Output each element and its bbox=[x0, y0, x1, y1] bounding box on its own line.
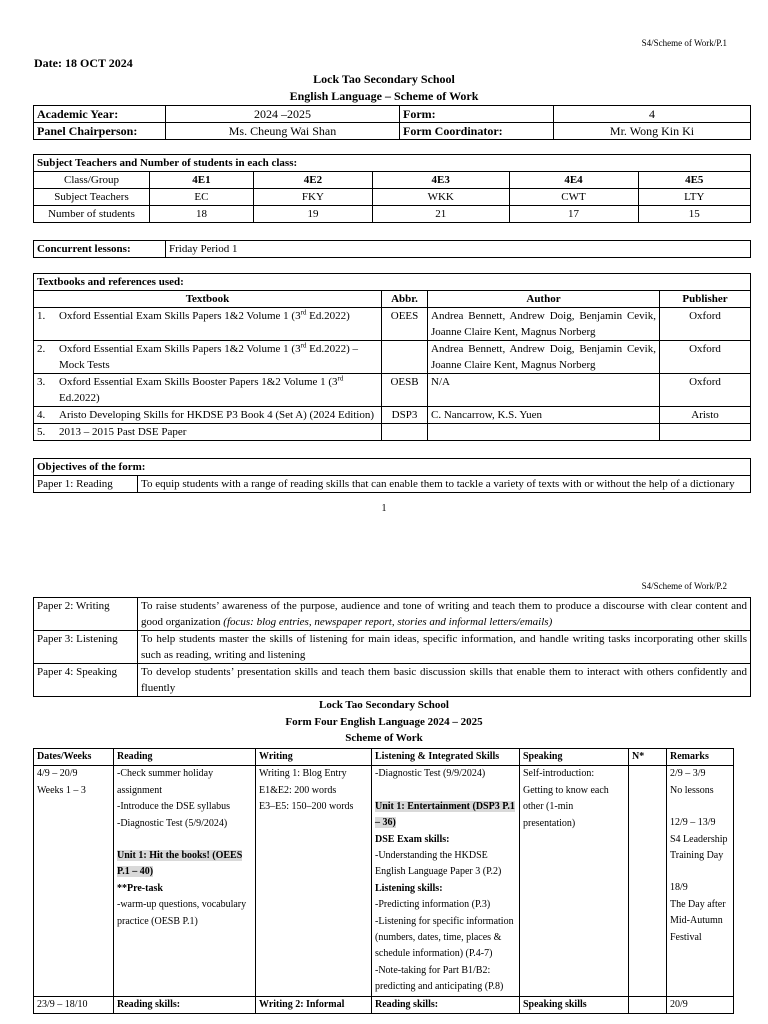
textbook-publisher: Oxford bbox=[660, 341, 751, 374]
scheme-title: Scheme of Work bbox=[345, 732, 423, 744]
col-header-reading: Reading bbox=[114, 749, 256, 766]
n-cell bbox=[629, 996, 667, 1013]
teachers-table bbox=[33, 154, 751, 223]
panel-chair-label: Panel Chairperson: bbox=[34, 123, 166, 140]
class-cell: 4E3 bbox=[372, 172, 509, 189]
schedule-table bbox=[33, 748, 734, 1014]
row-label-students: Number of students bbox=[34, 206, 150, 223]
unit-title: Unit 1: Entertainment (DSP3 P.1 – 36) bbox=[375, 800, 515, 829]
concurrent-label: Concurrent lessons: bbox=[34, 241, 166, 258]
student-count-cell: 15 bbox=[638, 206, 750, 223]
form-label: Form: bbox=[400, 106, 554, 123]
textbook-author: Andrea Bennett, Andrew Doig, Benjamin Cevik, Joanne Claire Kent, Magnus Norberg bbox=[428, 341, 660, 374]
school-name: Lock Tao Secondary School bbox=[319, 699, 449, 711]
academic-year-value: 2024 –2025 bbox=[166, 106, 400, 123]
textbook-abbr bbox=[382, 341, 428, 374]
class-cell: 4E4 bbox=[509, 172, 638, 189]
textbook-row bbox=[34, 341, 751, 374]
objectives-table-continued bbox=[33, 597, 751, 697]
speaking-cell: Speaking skills bbox=[520, 996, 629, 1013]
objective-label: Paper 1: Reading bbox=[34, 476, 138, 493]
col-header-author: Author bbox=[428, 291, 660, 308]
textbooks-table-title: Textbooks and references used: bbox=[34, 274, 751, 291]
textbooks-table bbox=[33, 273, 751, 441]
listening-cell: -Diagnostic Test (9/9/2024) Unit 1: Entertainment (DSP3 P.1 – 36) DSE Exam skills: -Understanding the HKDSE English Language Paper 3 (P.2) Listening skills: -Predicting information (P.3) -Listening for specific information (numbers, dates, time, places & schedule information) (P.4-7) -Note-taking for Part B1/B2: predicting and anticipating (P.8) bbox=[372, 766, 520, 996]
row-label-teachers: Subject Teachers bbox=[34, 189, 150, 206]
textbook-title: 2. Oxford Essential Exam Skills Papers 1&2 Volume 1 (3rd Ed.2022) – Mock Tests bbox=[34, 341, 382, 374]
col-header-abbr: Abbr. bbox=[382, 291, 428, 308]
objective-text: To raise students’ awareness of the purpose, audience and tone of writing and teach them to produce a discourse with clear content and good organization (focus: blog entries, newspaper report, stories and informal letters/emails) bbox=[138, 598, 751, 631]
col-header-textbook: Textbook bbox=[34, 291, 382, 308]
col-header-dates: Dates/Weeks bbox=[34, 749, 114, 766]
textbook-publisher: Aristo bbox=[660, 407, 751, 424]
document-subtitle: English Language – Scheme of Work bbox=[289, 89, 479, 103]
textbook-abbr: OEES bbox=[382, 308, 428, 341]
col-header-listening: Listening & Integrated Skills bbox=[372, 749, 520, 766]
student-count-cell: 19 bbox=[253, 206, 372, 223]
textbook-abbr: OESB bbox=[382, 374, 428, 407]
student-count-cell: 18 bbox=[150, 206, 254, 223]
listening-cell: Reading skills: bbox=[372, 996, 520, 1013]
reading-cell: -Check summer holiday assignment -Introduce the DSE syllabus -Diagnostic Test (5/9/2024) Unit 1: Hit the books! (OEES P.1 – 40) **Pre-task -warm-up questions, vocabulary practice (OESB P.1) bbox=[114, 766, 256, 996]
teacher-cell: EC bbox=[150, 189, 254, 206]
info-table bbox=[33, 105, 751, 140]
textbook-title: 5. 2013 – 2015 Past DSE Paper bbox=[34, 424, 382, 441]
writing-cell: Writing 2: Informal bbox=[256, 996, 372, 1013]
teacher-cell: WKK bbox=[372, 189, 509, 206]
textbook-publisher: Oxford bbox=[660, 308, 751, 341]
textbook-author: N/A bbox=[428, 374, 660, 407]
n-cell bbox=[629, 766, 667, 996]
form-title: Form Four English Language 2024 – 2025 bbox=[285, 716, 483, 728]
objective-text: To help students master the skills of listening for main ideas, specific information, and handle writing tasks incorporating other skills such as reading, writing and listening bbox=[138, 631, 751, 664]
teachers-table-title: Subject Teachers and Number of students in each class: bbox=[34, 155, 751, 172]
concurrent-lessons-table bbox=[33, 240, 751, 258]
teacher-cell: FKY bbox=[253, 189, 372, 206]
textbook-row bbox=[34, 374, 751, 407]
textbook-abbr bbox=[382, 424, 428, 441]
textbook-author bbox=[428, 424, 660, 441]
schedule-row bbox=[34, 996, 734, 1013]
teacher-cell: CWT bbox=[509, 189, 638, 206]
objective-text: To equip students with a range of reading skills that can enable them to tackle a variety of texts with or without the help of a dictionary bbox=[138, 476, 751, 493]
remarks-cell: 2/9 – 3/9 No lessons 12/9 – 13/9 S4 Leadership Training Day 18/9 The Day after Mid-Autumn Festival bbox=[667, 766, 734, 996]
class-cell: 4E2 bbox=[253, 172, 372, 189]
panel-chair-value: Ms. Cheung Wai Shan bbox=[166, 123, 400, 140]
textbook-title: 1. Oxford Essential Exam Skills Papers 1&2 Volume 1 (3rd Ed.2022) bbox=[34, 308, 382, 341]
class-cell: 4E1 bbox=[150, 172, 254, 189]
textbook-row bbox=[34, 424, 751, 441]
page-header-ref: S4/Scheme of Work/P.2 bbox=[641, 581, 727, 591]
unit-title: Unit 1: Hit the books! (OEES P.1 – 40) bbox=[117, 850, 243, 878]
row-label-class: Class/Group bbox=[34, 172, 150, 189]
school-name: Lock Tao Secondary School bbox=[313, 72, 455, 86]
objectives-table bbox=[33, 458, 751, 493]
form-coordinator-label: Form Coordinator: bbox=[400, 123, 554, 140]
col-header-publisher: Publisher bbox=[660, 291, 751, 308]
objective-label: Paper 2: Writing bbox=[34, 598, 138, 631]
dates-cell: 23/9 – 18/10 bbox=[34, 996, 114, 1013]
document-date: Date: 18 OCT 2024 bbox=[34, 56, 133, 70]
col-header-n: N* bbox=[629, 749, 667, 766]
speaking-cell: Self-introduction: Getting to know each other (1-min presentation) bbox=[520, 766, 629, 996]
dates-cell: 4/9 – 20/9 Weeks 1 – 3 bbox=[34, 766, 114, 996]
textbook-author: C. Nancarrow, K.S. Yuen bbox=[428, 407, 660, 424]
concurrent-value: Friday Period 1 bbox=[166, 241, 751, 258]
textbook-title: 4. Aristo Developing Skills for HKDSE P3 Book 4 (Set A) (2024 Edition) bbox=[34, 407, 382, 424]
textbook-title: 3. Oxford Essential Exam Skills Booster Papers 1&2 Volume 1 (3rd Ed.2022) bbox=[34, 374, 382, 407]
academic-year-label: Academic Year: bbox=[34, 106, 166, 123]
student-count-cell: 17 bbox=[509, 206, 638, 223]
textbook-publisher bbox=[660, 424, 751, 441]
remarks-cell: 20/9 bbox=[667, 996, 734, 1013]
class-cell: 4E5 bbox=[638, 172, 750, 189]
form-coordinator-value: Mr. Wong Kin Ki bbox=[554, 123, 751, 140]
col-header-writing: Writing bbox=[256, 749, 372, 766]
objective-text: To develop students’ presentation skills and teach them basic discussion skills that enable them to interact with others confidently and fluently bbox=[138, 664, 751, 697]
textbook-row bbox=[34, 407, 751, 424]
reading-cell: Reading skills: bbox=[114, 996, 256, 1013]
textbook-author: Andrea Bennett, Andrew Doig, Benjamin Cevik, Joanne Claire Kent, Magnus Norberg bbox=[428, 308, 660, 341]
textbook-publisher: Oxford bbox=[660, 374, 751, 407]
page-header-ref: S4/Scheme of Work/P.1 bbox=[641, 38, 727, 48]
form-value: 4 bbox=[554, 106, 751, 123]
schedule-row bbox=[34, 766, 734, 996]
writing-cell: Writing 1: Blog Entry E1&E2: 200 words E3–E5: 150–200 words bbox=[256, 766, 372, 996]
col-header-remarks: Remarks bbox=[667, 749, 734, 766]
col-header-speaking: Speaking bbox=[520, 749, 629, 766]
textbook-abbr: DSP3 bbox=[382, 407, 428, 424]
objective-label: Paper 4: Speaking bbox=[34, 664, 138, 697]
page-number: 1 bbox=[381, 503, 387, 514]
student-count-cell: 21 bbox=[372, 206, 509, 223]
objective-label: Paper 3: Listening bbox=[34, 631, 138, 664]
teacher-cell: LTY bbox=[638, 189, 750, 206]
objectives-title: Objectives of the form: bbox=[34, 459, 751, 476]
textbook-row bbox=[34, 308, 751, 341]
